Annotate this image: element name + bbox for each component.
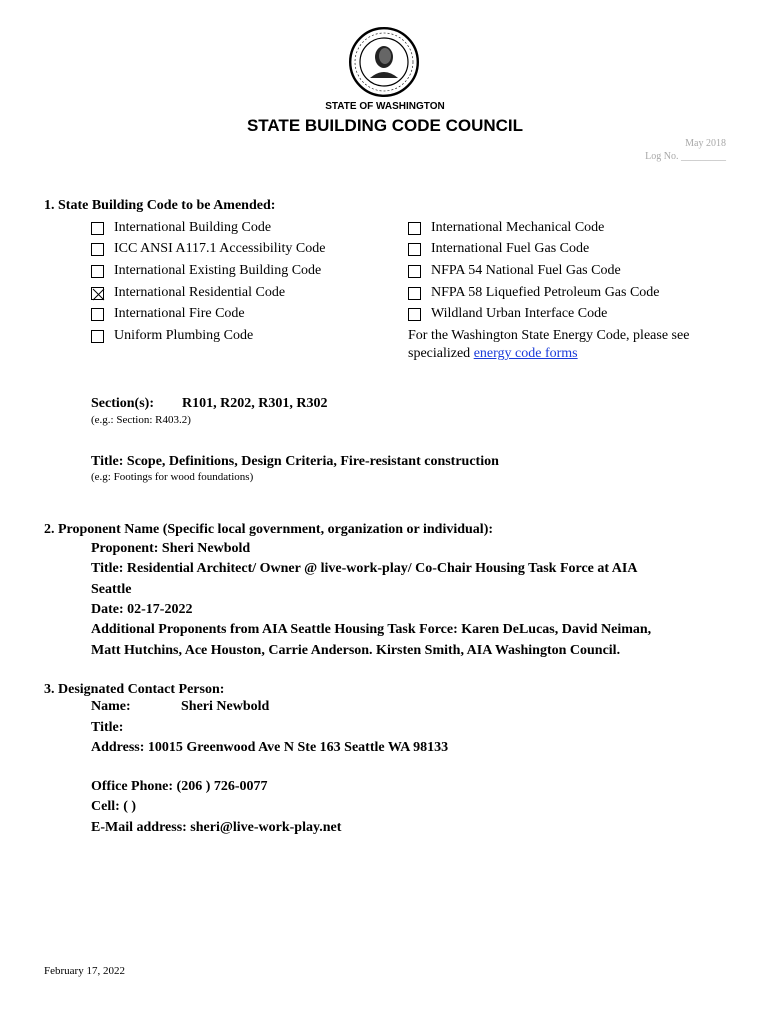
option-label: International Fuel Gas Code (431, 241, 590, 256)
option-upc[interactable] (91, 326, 253, 346)
additional-proponents-line1: Additional Proponents from AIA Seattle Housing Task Force: Karen DeLucas, David Neiman, (91, 622, 652, 637)
option-nfpa54[interactable] (408, 261, 621, 281)
option-label: NFPA 58 Liquefied Petroleum Gas Code (431, 285, 660, 300)
contact-title: Title: (91, 720, 124, 735)
title-example: (e.g: Footings for wood foundations) (91, 471, 254, 483)
energy-note-prefix: specialized (408, 346, 474, 361)
checkbox[interactable] (91, 222, 104, 235)
option-label: International Mechanical Code (431, 220, 605, 235)
contact-cell: Cell: ( ) (91, 799, 137, 814)
option-label: International Fire Code (114, 306, 245, 321)
option-icc-ansi[interactable] (91, 239, 325, 259)
checkbox[interactable] (408, 287, 421, 300)
proponent-title-line1: Title: Residential Architect/ Owner @ live-work-play/ Co-Chair Housing Task Force at AIA (91, 561, 638, 576)
checkbox[interactable] (91, 330, 104, 343)
option-label: International Existing Building Code (114, 263, 322, 278)
washington-state-seal-icon (348, 26, 420, 98)
option-ifgc[interactable] (408, 239, 589, 259)
sections-value: R101, R202, R301, R302 (182, 396, 328, 411)
log-number: Log No. _________ (645, 151, 726, 162)
option-label: NFPA 54 National Fuel Gas Code (431, 263, 621, 278)
option-label: International Residential Code (114, 285, 286, 300)
option-iebc[interactable] (91, 261, 321, 281)
footer-date: February 17, 2022 (44, 965, 125, 977)
proponent: Proponent: Sheri Newbold (91, 541, 251, 556)
checkbox[interactable] (408, 222, 421, 235)
section1-heading: 1. State Building Code to be Amended: (44, 198, 276, 213)
option-label: Uniform Plumbing Code (114, 328, 254, 343)
section2-heading: 2. Proponent Name (Specific local government, organization or individual): (44, 522, 494, 537)
state-name: STATE OF WASHINGTON (325, 101, 445, 112)
proponent-date: Date: 02-17-2022 (91, 602, 193, 617)
energy-code-forms-link[interactable]: energy code forms (473, 346, 578, 361)
option-label: Wildland Urban Interface Code (431, 306, 608, 321)
proponent-title-line2: Seattle (91, 582, 132, 597)
contact-name-label: Name: (91, 699, 131, 714)
section3-heading: 3. Designated Contact Person: (44, 682, 225, 697)
option-label: International Building Code (114, 220, 272, 235)
checkbox[interactable] (408, 308, 421, 321)
amendment-title: Title: Scope, Definitions, Design Criteria, Fire-resistant construction (91, 454, 499, 469)
option-nfpa58[interactable] (408, 283, 660, 303)
option-irc[interactable] (91, 283, 285, 303)
form-date: May 2018 (685, 138, 726, 149)
checkbox[interactable] (408, 265, 421, 278)
additional-proponents-line2: Matt Hutchins, Ace Houston, Carrie Anderson. Kirsten Smith, AIA Washington Council. (91, 643, 621, 658)
option-ifc[interactable] (91, 304, 245, 324)
checkbox[interactable] (91, 308, 104, 321)
checkbox[interactable] (408, 243, 421, 256)
option-ibc[interactable] (91, 218, 271, 238)
sections-example: (e.g.: Section: R403.2) (91, 414, 191, 426)
council-title: STATE BUILDING CODE COUNCIL (246, 116, 524, 135)
energy-note-line2 (408, 346, 578, 362)
contact-address: Address: 10015 Greenwood Ave N Ste 163 Seattle WA 98133 (91, 740, 449, 755)
x-mark-checkbox-icon (92, 288, 105, 301)
sections-label: Section(s): (91, 396, 154, 411)
option-wuic[interactable] (408, 304, 607, 324)
contact-email: E-Mail address: sheri@live-work-play.net (91, 820, 342, 835)
option-imc[interactable] (408, 218, 604, 238)
option-label: ICC ANSI A117.1 Accessibility Code (114, 241, 326, 256)
contact-name-value: Sheri Newbold (181, 699, 270, 714)
energy-note-line1: For the Washington State Energy Code, please see (408, 328, 690, 343)
contact-office-phone: Office Phone: (206 ) 726-0077 (91, 779, 268, 794)
checkbox-checked[interactable] (91, 287, 104, 300)
checkbox[interactable] (91, 265, 104, 278)
checkbox[interactable] (91, 243, 104, 256)
